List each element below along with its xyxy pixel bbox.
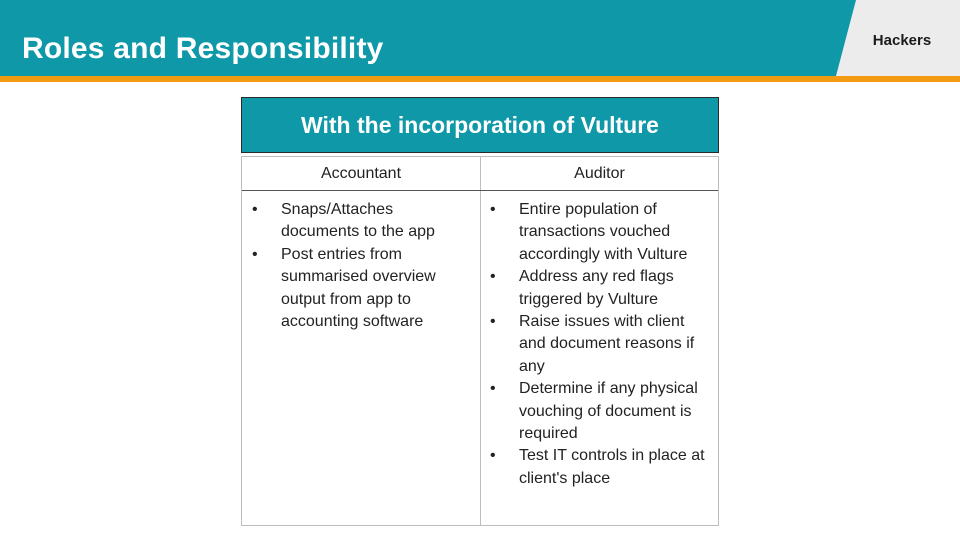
list-item: • Raise issues with client and document reasons if any — [490, 311, 712, 378]
header-rule — [242, 190, 718, 191]
list-item: • Snaps/Attaches documents to the app — [252, 199, 452, 244]
accountant-responsibilities — [252, 199, 452, 333]
list-item: • Entire population of transactions vouched accordingly with Vulture — [490, 199, 712, 266]
list-item: • Post entries from summarised overview output from app to accounting software — [252, 244, 452, 334]
list-item: • Test IT controls in place at client's place — [490, 445, 712, 490]
slide-title: Roles and Responsibility — [22, 32, 384, 65]
roles-table — [241, 97, 719, 526]
column-header-accountant: Accountant — [320, 164, 402, 182]
roles-grid — [241, 156, 719, 526]
list-item: • Determine if any physical vouching of document is required — [490, 378, 712, 445]
list-item: • Address any red flags triggered by Vulture — [490, 266, 712, 311]
table-title: With the incorporation of Vulture — [241, 97, 719, 153]
accent-rule — [0, 76, 960, 82]
auditor-responsibilities — [490, 199, 712, 490]
column-header-auditor: Auditor — [574, 164, 625, 182]
column-divider — [480, 157, 481, 525]
team-tag: Hackers — [872, 32, 932, 49]
